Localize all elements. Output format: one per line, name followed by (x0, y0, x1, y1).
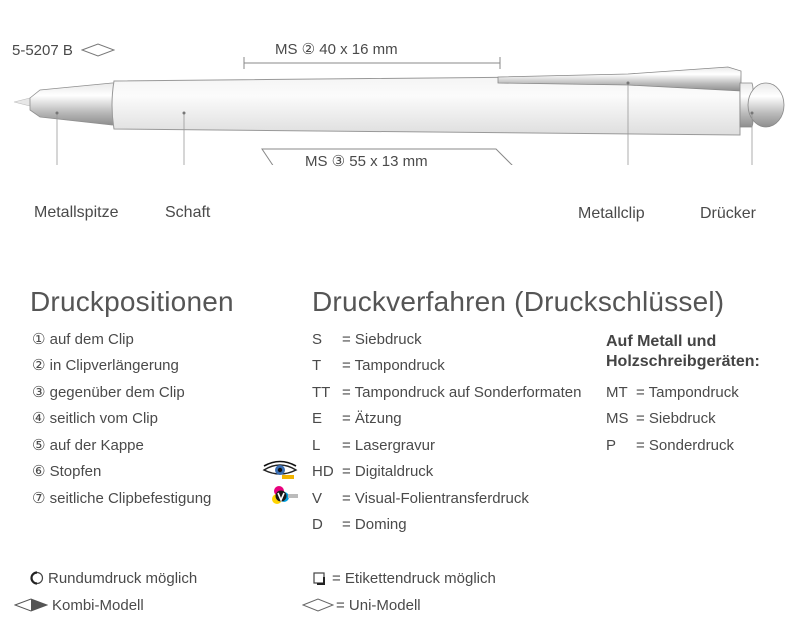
method-row (312, 463, 433, 481)
position-item: ⑦ seitliche Clipbefestigung (32, 490, 212, 507)
legend-combo-model (14, 597, 144, 615)
metal-wood-heading-line2: Holzschreibgeräten: (606, 353, 760, 370)
corner-square-icon (312, 571, 326, 585)
metal-wood-code: MT (606, 384, 628, 401)
legend-label-print (312, 570, 496, 588)
legend-round-print (30, 570, 197, 588)
method-code: T (312, 357, 322, 374)
part-label-barrel: Schaft (165, 204, 211, 221)
print-area-ms2-label: MS ② 40 x 16 mm (275, 41, 398, 58)
method-row (312, 437, 435, 455)
method-row (312, 410, 402, 428)
method-row (312, 516, 407, 534)
position-item: ⑥ Stopfen (32, 463, 102, 480)
model-code: 5-5207 B (12, 42, 73, 59)
method-text: = Lasergravur (342, 437, 435, 454)
metal-wood-code: MS (606, 410, 629, 427)
method-row (312, 384, 581, 402)
visual-logo-icon (270, 484, 300, 508)
positions-heading: Druckpositionen (30, 286, 234, 317)
print-area-ms3-label: MS ③ 55 x 13 mm (305, 153, 428, 170)
legend-combo-model-text: Kombi-Modell (52, 597, 144, 614)
part-label-tip: Metallspitze (34, 204, 119, 221)
metal-tip (30, 83, 116, 125)
methods-heading: Druckverfahren (Druckschlüssel) (312, 286, 725, 317)
method-row (312, 490, 529, 508)
metal-wood-heading-line1: Auf Metall und (606, 333, 717, 350)
method-code: HD (312, 463, 334, 480)
refill-tip (14, 98, 30, 106)
metal-wood-code: P (606, 437, 617, 454)
method-code: TT (312, 384, 331, 401)
method-text: = Doming (342, 516, 407, 533)
half-circle-icon (30, 571, 44, 585)
metal-wood-row (606, 410, 716, 428)
position-item: ④ seitlich vom Clip (32, 410, 158, 427)
position-item: ② in Clipverlängerung (32, 357, 179, 374)
part-label-button: Drücker (700, 205, 757, 222)
part-label-clip: Metallclip (578, 205, 645, 222)
legend-uni-model-text: = Uni-Modell (336, 597, 421, 614)
half-filled-diamond-icon (14, 598, 48, 612)
pen-illustration (0, 55, 800, 165)
method-code: S (312, 331, 323, 348)
method-text: = Tampondruck auf Sonderformaten (342, 384, 582, 401)
position-item: ① auf dem Clip (32, 331, 134, 348)
method-code: V (312, 490, 323, 507)
legend-uni-model (302, 597, 421, 615)
position-item: ③ gegenüber dem Clip (32, 384, 185, 401)
method-code: E (312, 410, 323, 427)
method-row (312, 331, 422, 349)
legend-round-print-text: Rundumdruck möglich (48, 570, 198, 587)
metal-wood-heading (606, 332, 760, 372)
method-text: = Siebdruck (342, 331, 422, 348)
outline-diamond-icon (302, 598, 334, 612)
method-row (312, 357, 445, 375)
method-text: = Visual-Folientransferdruck (342, 490, 529, 507)
method-code: D (312, 516, 323, 533)
method-text: = Digitaldruck (342, 463, 434, 480)
metal-wood-text: = Siebdruck (636, 410, 716, 427)
metal-wood-text: = Sonderdruck (636, 437, 734, 454)
method-text: = Tampondruck (342, 357, 445, 374)
eye-icon (262, 460, 298, 482)
method-text: = Ätzung (342, 410, 402, 427)
method-code: L (312, 437, 321, 454)
legend-label-print-text: = Etikettendruck möglich (332, 570, 496, 587)
metal-wood-row (606, 384, 739, 402)
position-item: ⑤ auf der Kappe (32, 437, 144, 454)
metal-wood-row (606, 437, 734, 455)
metal-wood-text: = Tampondruck (636, 384, 739, 401)
